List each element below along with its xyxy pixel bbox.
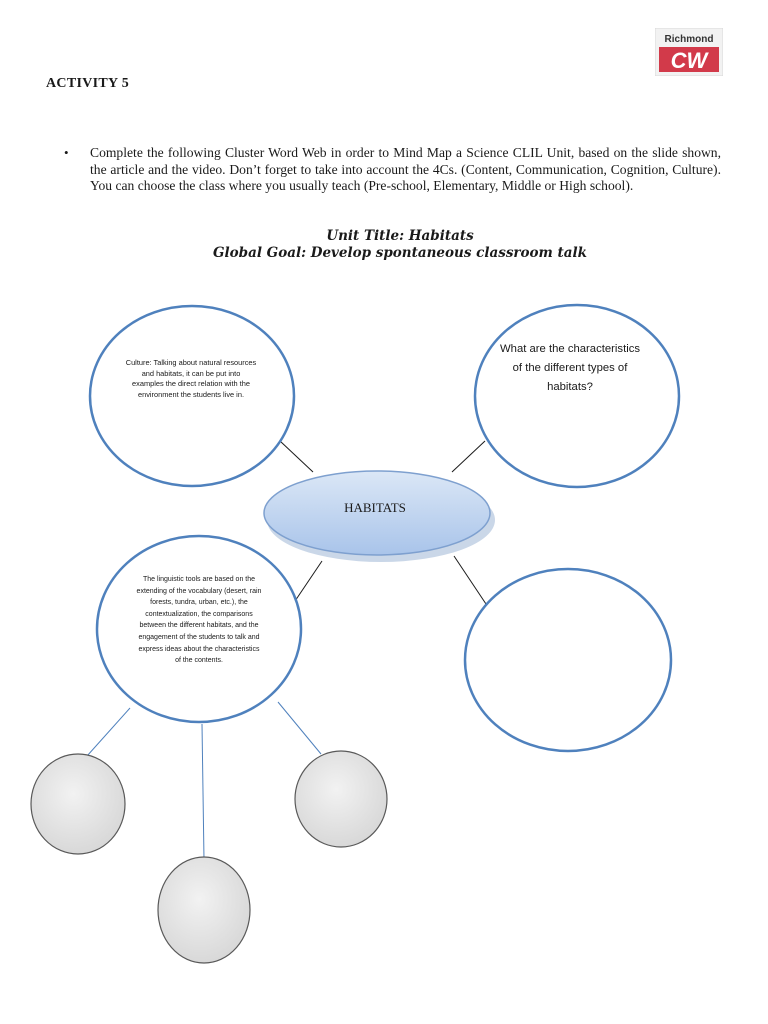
connector-small-right: [278, 702, 321, 754]
global-goal: Global Goal: Develop spontaneous classroom talk: [212, 245, 587, 261]
svg-text:CW: CW: [670, 48, 708, 73]
culture-text: Culture: Talking about natural resources and habitats, it can be put into examples the direct relation with the environment the students live in.: [125, 358, 257, 399]
linguistic-text: The linguistic tools are based on the extending of the vocabulary (desert, rain forests, tundra, urban, etc.), the contextualization, the comparisons between the different habitats, and the engagement of the students to talk and express ideas about the characteristics of the contents.: [136, 576, 262, 665]
question-text: What are the characteristics of the different types of habitats?: [500, 343, 641, 393]
connector-culture: [280, 441, 313, 472]
activity-heading: ACTIVITY 5: [46, 76, 129, 91]
small-circle-bottom: [158, 857, 250, 963]
small-circle-right: [295, 751, 387, 847]
connector-empty: [454, 556, 486, 604]
connector-small-left: [87, 708, 130, 756]
svg-text:Richmond: Richmond: [664, 34, 714, 45]
unit-title: Unit Title: Habitats: [326, 228, 474, 244]
empty-circle: [465, 569, 671, 751]
center-label: HABITATS: [344, 500, 406, 515]
bullet-marker: •: [64, 145, 69, 160]
instruction-text: Complete the following Cluster Word Web in order to Mind Map a Science CLIL Unit, based on the slide shown, the article and the video. Don’t forget to take into account the 4Cs. (Content, Communication, Cognition, Culture). You can choose the class where you usually teach (Pre-school, Elementary, Middle or High school).: [90, 145, 721, 193]
small-circle-left: [31, 754, 125, 854]
connector-question: [452, 441, 485, 472]
connector-small-bottom: [202, 724, 204, 860]
